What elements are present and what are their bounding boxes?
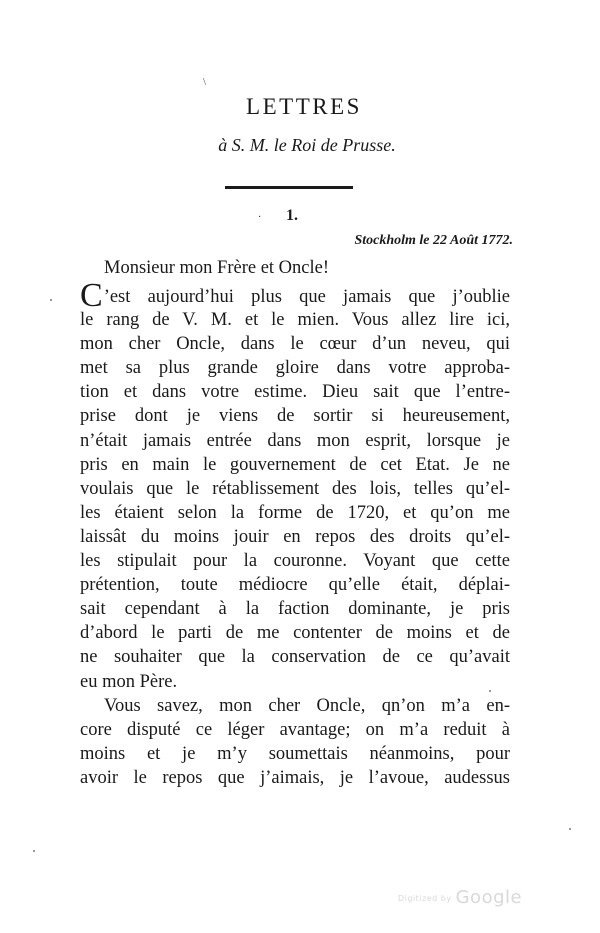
- paper-speck: [489, 690, 491, 692]
- body-line: le rang de V. M. et le mien. Vous allez lire ici,: [80, 310, 510, 331]
- body-line: les étaient selon la forme de 1720, et qu’on me: [80, 502, 510, 523]
- letter-body: [80, 277, 510, 790]
- body-line-text: ’est aujourd’hui plus que jamais que j’oublie: [103, 287, 510, 307]
- body-line: prétention, toute médiocre qu’elle était, déplai-: [80, 575, 510, 596]
- page-subtitle: à S. M. le Roi de Prusse.: [218, 135, 396, 155]
- letter-salutation: Monsieur mon Frère et Oncle!: [104, 258, 330, 278]
- ornament-dot: ·: [258, 212, 262, 223]
- letter-number: 1.: [286, 207, 298, 224]
- body-line: moins et je m’y soumettais néanmoins, pour: [80, 743, 510, 764]
- body-line: [80, 277, 510, 314]
- paper-speck: [50, 299, 52, 301]
- body-line: eu mon Père.: [80, 671, 178, 692]
- body-line: core disputé ce léger avantage; on m’a reduit à: [80, 719, 510, 740]
- digitization-watermark: [398, 887, 522, 908]
- body-line: pris en main le gouvernement de cet Etat. Je ne: [80, 454, 510, 475]
- letter-dateline: Stockholm le 22 Août 1772.: [354, 233, 513, 248]
- body-line: avoir le repos que j’aimais, je l’avoue, audessus: [80, 767, 510, 788]
- body-line: Vous savez, mon cher Oncle, qn’on m’a en-: [104, 695, 510, 716]
- body-line: prise dont je viens de sortir si heureusement,: [80, 406, 510, 427]
- watermark-prefix: Digitized by: [398, 894, 452, 903]
- paper-speck: [33, 850, 35, 852]
- body-line: laissât du moins jouir en repos des droits qu’el-: [80, 526, 510, 547]
- body-line: ne souhaiter que la conservation de ce qu’avait: [80, 647, 510, 668]
- paper-speck: [569, 828, 571, 830]
- body-line: tion et dans votre estime. Dieu sait que l’entre-: [80, 382, 510, 403]
- body-line: mon cher Oncle, dans le cœur d’un neveu, qui: [80, 334, 510, 355]
- title-rule: [225, 186, 353, 189]
- page-title: LETTRES: [246, 94, 362, 119]
- body-line: d’abord le parti de me contenter de moins et de: [80, 623, 510, 644]
- watermark-brand: Google: [455, 887, 523, 908]
- stray-mark: \: [203, 76, 207, 88]
- drop-cap: C: [80, 277, 103, 314]
- body-line: les stipulait pour la couronne. Voyant que cette: [80, 551, 510, 572]
- body-line: met sa plus grande gloire dans votre approba-: [80, 358, 510, 379]
- body-line: sait cependant à la faction dominante, je pris: [80, 599, 510, 620]
- body-line: n’était jamais entrée dans mon esprit, lorsque je: [80, 430, 510, 451]
- body-line: voulais que le rétablissement des lois, telles qu’el-: [80, 478, 510, 499]
